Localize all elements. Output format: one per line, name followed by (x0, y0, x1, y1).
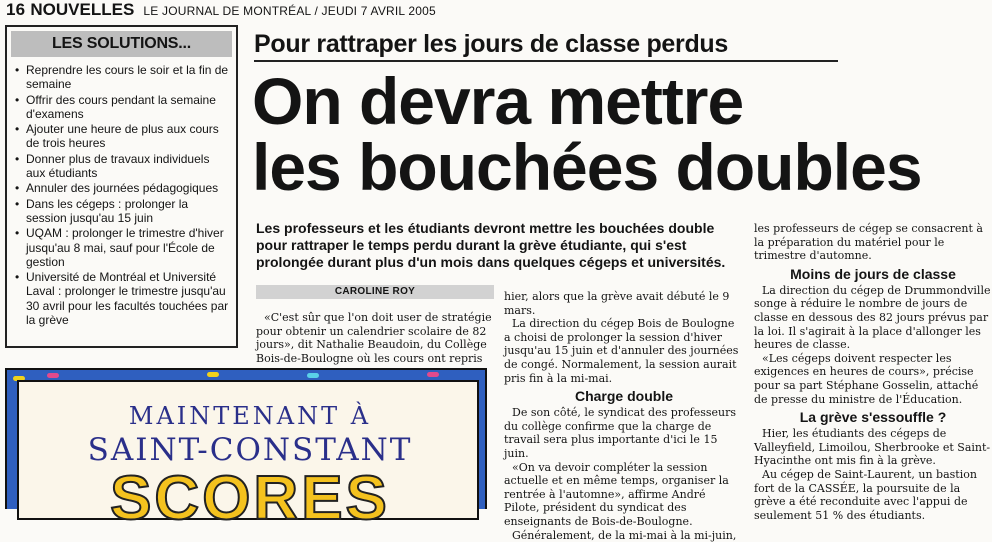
solutions-sidebar (5, 25, 238, 348)
solutions-list (15, 63, 230, 327)
solution-item: • Annuler des journées pédagogiques (15, 181, 230, 195)
confetti-decoration (427, 372, 439, 377)
solution-item: • Dans les cégeps : prolonger la session jusqu'au 15 juin (15, 197, 230, 226)
advertisement (5, 368, 487, 509)
page-number: 16 (6, 0, 25, 19)
confetti-decoration (47, 373, 59, 378)
article-column-1 (256, 311, 494, 365)
article-headline (252, 68, 992, 200)
journal-dateline: LE JOURNAL DE MONTRÉAL / JEUDI 7 AVRIL 2005 (143, 4, 435, 18)
subheading: Moins de jours de classe (754, 265, 992, 283)
paragraph: les professeurs de cégep se consacrent à la préparation du matériel pour le trimestre d'automne. (754, 222, 992, 263)
article-kicker: Pour rattraper les jours de classe perdus (254, 30, 728, 59)
solutions-title: LES SOLUTIONS... (52, 35, 191, 52)
paragraph: De son côté, le syndicat des professeurs du collège confirme que la charge de travail sera plus importante d'ici le 15 juin. (504, 406, 744, 460)
article-column-2 (504, 290, 744, 542)
paragraph: hier, alors que la grève avait débuté le 9 mars. (504, 290, 744, 317)
headline-line-2: les bouchées doubles (252, 134, 992, 200)
solution-item: • Reprendre les cours le soir et la fin de semaine (15, 63, 230, 92)
subheading: Charge double (504, 387, 744, 405)
paragraph: La direction du cégep Bois de Boulogne a choisi de prolonger la session d'hiver jusqu'au 15 juin et d'annuler des journées de congé. Normalement, la session aurait pris fin à la mi-mai. (504, 317, 744, 385)
running-header (6, 0, 992, 20)
paragraph: «On va devoir compléter la session actuelle et en même temps, organiser la rentrée à l'automne», affirme André Pilote, président du syndicat des enseignants de Bois-de-Boulogne. (504, 461, 744, 529)
section-name: NOUVELLES (30, 0, 134, 19)
paragraph: La direction du cégep de Drummondville songe à réduire le nombre de jours de classe en dessous des 82 jours prévus par la loi. Il s'agirait à la place d'allonger les heures de classe. (754, 284, 992, 352)
advertisement-panel (17, 380, 479, 520)
headline-line-1: On devra mettre (252, 68, 992, 134)
solution-item: • Donner plus de travaux individuels aux étudiants (15, 152, 230, 181)
ad-location: SAINT-CONSTANT (19, 432, 481, 468)
solution-item: • Offrir des cours pendant la semaine d'examens (15, 93, 230, 122)
subheading: La grève s'essouffle ? (754, 408, 992, 426)
paragraph: Généralement, de la mi-mai à la mi-juin, (504, 529, 744, 542)
paragraph: Au cégep de Saint-Laurent, un bastion fort de la CASSÉE, la poursuite de la grève a été reconduite avec l'appui de seulement 51 % des étudiants. (754, 468, 992, 522)
paragraph: «C'est sûr que l'on doit user de stratégie pour obtenir un calendrier scolaire de 82 jours», dit Nathalie Beaudoin, du Collège Bois-de-Boulogne où les cours ont repris (256, 311, 494, 365)
solution-item: • Ajouter une heure de plus aux cours de trois heures (15, 122, 230, 151)
article-lede: Les professeurs et les étudiants devront mettre les bouchées double pour rattraper le temps perdu durant la grève étudiante, qui s'est prolongée durant plus d'un mois dans quelques cégeps et universités. (256, 220, 746, 271)
article-byline: CAROLINE ROY (256, 286, 494, 297)
ad-tagline: MAINTENANT À (19, 402, 481, 430)
article-column-3 (754, 222, 992, 522)
paragraph: «Les cégeps doivent respecter les exigences en heures de cours», précise pour sa part Stéphane Gosselin, attaché de presse du ministre de l'Éducation. (754, 352, 992, 406)
paragraph: Hier, les étudiants des cégeps de Valleyfield, Limoilou, Sherbrooke et Saint-Hyacinthe ont mis fin à la grève. (754, 427, 992, 468)
solutions-title-bar (11, 31, 232, 57)
kicker-underline (254, 60, 838, 62)
ad-logo: SCORES (19, 468, 481, 530)
confetti-decoration (307, 373, 319, 378)
confetti-decoration (207, 372, 219, 377)
solution-item: • UQAM : prolonger le trimestre d'hiver jusqu'au 8 mai, sauf pour l'École de gestion (15, 226, 230, 269)
solution-item: • Université de Montréal et Université Laval : prolonger le trimestre jusqu'au 30 avril pour les facultés touchées par la grève (15, 270, 230, 327)
